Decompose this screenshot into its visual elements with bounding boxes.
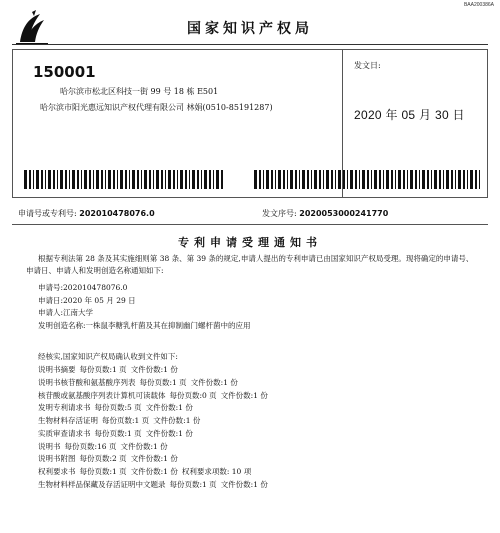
barcode-bar — [287, 170, 288, 189]
file-detail: 文件份数:1 份 — [220, 390, 268, 400]
barcode-bar — [125, 170, 127, 189]
barcode-bar — [422, 170, 425, 189]
barcode-bar — [326, 170, 329, 189]
barcode-bar — [254, 170, 257, 189]
file-name: 说明书核苷酸和氨基酸序列表 — [38, 377, 136, 387]
recipient-barcode — [24, 170, 224, 189]
barcode-bar — [113, 170, 115, 189]
header-divider — [12, 44, 488, 45]
barcode-bar — [319, 170, 321, 189]
file-detail: 每份页数:1 页 — [139, 377, 187, 387]
file-detail: 文件份数:1 份 — [190, 377, 238, 387]
barcode-bar — [173, 170, 175, 189]
barcode-bar — [204, 170, 207, 189]
barcode-bar — [137, 170, 139, 189]
barcode-bar — [278, 170, 281, 189]
barcode-bar — [108, 170, 111, 189]
postal-code: 150001 — [33, 63, 96, 81]
barcode-bar — [216, 170, 219, 189]
barcode-bar — [479, 170, 480, 189]
file-detail: 每份页数:1 页 — [94, 428, 142, 438]
file-detail: 每份页数:5 页 — [94, 403, 142, 413]
application-info-list — [38, 282, 251, 333]
barcode-bar — [299, 170, 300, 189]
barcode-bar — [259, 170, 261, 189]
barcode-bar — [307, 170, 309, 189]
file-detail: 文件份数:1 份 — [220, 479, 268, 489]
barcode-bar — [48, 170, 51, 189]
barcode-bar — [419, 170, 420, 189]
barcode-bar — [446, 170, 449, 189]
received-file-list — [38, 364, 268, 492]
file-name: 发明专利请求书 — [38, 403, 91, 413]
application-number-label: 申请号或专利号: — [18, 209, 77, 218]
barcode-bar — [69, 170, 70, 189]
file-list-item — [38, 453, 268, 466]
barcode-bar — [81, 170, 82, 189]
document-code: BAA200386A — [463, 2, 494, 8]
barcode-bar — [283, 170, 285, 189]
barcode-bar — [403, 170, 405, 189]
barcode-bar — [33, 170, 34, 189]
barcode-bar — [379, 170, 381, 189]
barcode-bar — [165, 170, 166, 189]
barcode-bar — [398, 170, 401, 189]
recipient-address: 哈尔滨市松北区科技一街 99 号 18 栋 E501 — [60, 87, 219, 96]
file-detail: 每份页数:1 页 — [79, 365, 127, 374]
file-list-item — [38, 441, 268, 454]
file-list-item — [38, 364, 268, 377]
file-name: 说明书 — [38, 441, 61, 451]
barcode-bar — [302, 170, 305, 189]
barcode-bar — [132, 170, 135, 189]
notice-title: 专利申请受理通知书 — [178, 236, 322, 249]
barcode-bar — [60, 170, 63, 189]
serial-number-field — [262, 208, 388, 219]
barcode-bar — [458, 170, 461, 189]
file-list-item — [38, 415, 268, 428]
barcode-bar — [144, 170, 147, 189]
file-list-item — [38, 428, 268, 441]
barcode-bar — [323, 170, 324, 189]
number-row-divider — [12, 224, 488, 225]
barcode-bar — [161, 170, 163, 189]
file-detail: 每份页数:1 页 — [169, 479, 217, 489]
file-list-item — [38, 377, 268, 390]
barcode-bar — [451, 170, 453, 189]
files-intro: 经核实,国家知识产权局确认收到文件如下: — [38, 352, 178, 361]
barcode-bar — [386, 170, 389, 189]
file-list-item — [38, 390, 268, 403]
barcode-bar — [434, 170, 437, 189]
serial-number-label: 发文序号: — [262, 209, 297, 218]
barcode-bar — [177, 170, 178, 189]
barcode-bar — [213, 170, 214, 189]
file-name: 权利要求书 — [38, 467, 76, 476]
application-info-line: 申请日:2020 年 05 月 29 日 — [38, 295, 136, 305]
barcode-bar — [410, 170, 413, 189]
barcode-bar — [41, 170, 43, 189]
file-name: 说明书附图 — [38, 454, 76, 464]
file-detail: 每份页数:1 页 — [79, 467, 127, 476]
file-detail: 文件份数:1 份 — [145, 403, 193, 413]
barcode-bar — [168, 170, 171, 189]
barcode-bar — [101, 170, 103, 189]
barcode-bar — [197, 170, 199, 189]
file-list-item — [38, 466, 268, 479]
barcode-bar — [221, 170, 223, 189]
file-list-item — [38, 402, 268, 415]
application-number-value: 202010478076.0 — [79, 209, 155, 218]
file-detail: 文件份数:1 份 — [145, 428, 193, 438]
barcode-bar — [362, 170, 365, 189]
barcode-bar — [415, 170, 417, 189]
barcode-bar — [96, 170, 99, 189]
barcode-bar — [395, 170, 396, 189]
serial-number-value: 2020053000241770 — [299, 209, 389, 218]
file-name: 说明书摘要 — [38, 365, 76, 374]
barcode-bar — [185, 170, 187, 189]
barcode-bar — [367, 170, 369, 189]
barcode-bar — [391, 170, 393, 189]
barcode-bar — [343, 170, 345, 189]
barcode-bar — [467, 170, 468, 189]
office-name: 国家知识产权局 — [187, 21, 313, 37]
barcode-bar — [77, 170, 79, 189]
barcode-bar — [475, 170, 477, 189]
application-info-line: 申请号:202010478076.0 — [38, 283, 128, 292]
document-barcode — [254, 170, 480, 189]
barcode-bar — [295, 170, 297, 189]
barcode-bar — [470, 170, 473, 189]
barcode-bar — [156, 170, 159, 189]
barcode-bar — [72, 170, 75, 189]
send-date-label: 发文日: — [354, 61, 381, 70]
file-detail: 文件份数:1 份 — [153, 416, 201, 425]
barcode-bar — [189, 170, 190, 189]
barcode-bar — [374, 170, 377, 189]
barcode-bar — [335, 170, 336, 189]
barcode-bar — [347, 170, 348, 189]
file-detail: 文件份数:1 份 — [120, 441, 168, 451]
intro-paragraph: 根据专利法第 28 条及其实施细则第 38 条、第 39 条的规定,申请人提出的专利申请已由国家知识产权局受理。现将确定的申请号、申请日、申请人和发明创造名称通知如下: — [26, 254, 474, 275]
barcode-bar — [141, 170, 142, 189]
barcode-bar — [455, 170, 456, 189]
barcode-bar — [120, 170, 123, 189]
barcode-bar — [105, 170, 106, 189]
file-name: 生物材料存活证明 — [38, 416, 98, 425]
barcode-bar — [117, 170, 118, 189]
barcode-bar — [29, 170, 31, 189]
barcode-bar — [266, 170, 269, 189]
file-detail: 文件份数:1 份 — [130, 365, 178, 374]
barcode-bar — [89, 170, 91, 189]
barcode-bar — [45, 170, 46, 189]
file-detail: 每份页数:0 页 — [169, 390, 217, 400]
barcode-bar — [443, 170, 444, 189]
file-detail: 文件份数:1 份 — [130, 467, 178, 476]
barcode-bar — [350, 170, 353, 189]
barcode-bar — [311, 170, 312, 189]
barcode-bar — [65, 170, 67, 189]
file-detail: 文件份数:1 份 — [130, 454, 178, 464]
recipient-agency: 哈尔滨市阳光惠远知识产权代理有限公司 林娟(0510-85191287) — [40, 103, 273, 112]
file-name: 核苷酸或氨基酸序列表计算机可读载体 — [38, 390, 166, 400]
barcode-bar — [53, 170, 55, 189]
barcode-bar — [383, 170, 384, 189]
barcode-bar — [355, 170, 357, 189]
file-detail: 每份页数:1 页 — [102, 416, 150, 425]
file-detail: 每份页数:2 页 — [79, 454, 127, 464]
barcode-bar — [371, 170, 372, 189]
barcode-bar — [275, 170, 276, 189]
barcode-bar — [180, 170, 183, 189]
barcode-bar — [201, 170, 202, 189]
barcode-bar — [427, 170, 429, 189]
file-list-item — [38, 479, 268, 492]
file-detail: 权利要求项数: 10 项 — [181, 467, 252, 476]
barcode-bar — [263, 170, 264, 189]
application-info-line: 发明创造名称:一株鼠李糖乳杆菌及其在抑制幽门螺杆菌中的应用 — [38, 321, 251, 331]
barcode-bar — [84, 170, 87, 189]
barcode-bar — [331, 170, 333, 189]
barcode-bar — [129, 170, 130, 189]
barcode-bar — [153, 170, 154, 189]
barcode-bar — [192, 170, 195, 189]
barcode-bar — [57, 170, 58, 189]
barcode-bar — [407, 170, 408, 189]
file-name: 生物材料样品保藏及存活证明中文题录 — [38, 479, 166, 489]
send-date-value: 2020 年 05 月 30 日 — [354, 108, 465, 122]
application-number-field — [18, 208, 155, 219]
barcode-bar — [36, 170, 39, 189]
barcode-bar — [209, 170, 211, 189]
file-detail: 每份页数:16 页 — [64, 441, 117, 451]
barcode-bar — [431, 170, 432, 189]
barcode-bar — [359, 170, 360, 189]
barcode-bar — [314, 170, 317, 189]
barcode-bar — [149, 170, 151, 189]
barcode-bar — [439, 170, 441, 189]
application-info-line: 申请人:江南大学 — [38, 308, 94, 318]
barcode-bar — [93, 170, 94, 189]
barcode-bar — [271, 170, 273, 189]
barcode-bar — [463, 170, 465, 189]
barcode-bar — [290, 170, 293, 189]
barcode-bar — [24, 170, 27, 189]
file-name: 实质审查请求书 — [38, 428, 91, 438]
barcode-bar — [338, 170, 341, 189]
